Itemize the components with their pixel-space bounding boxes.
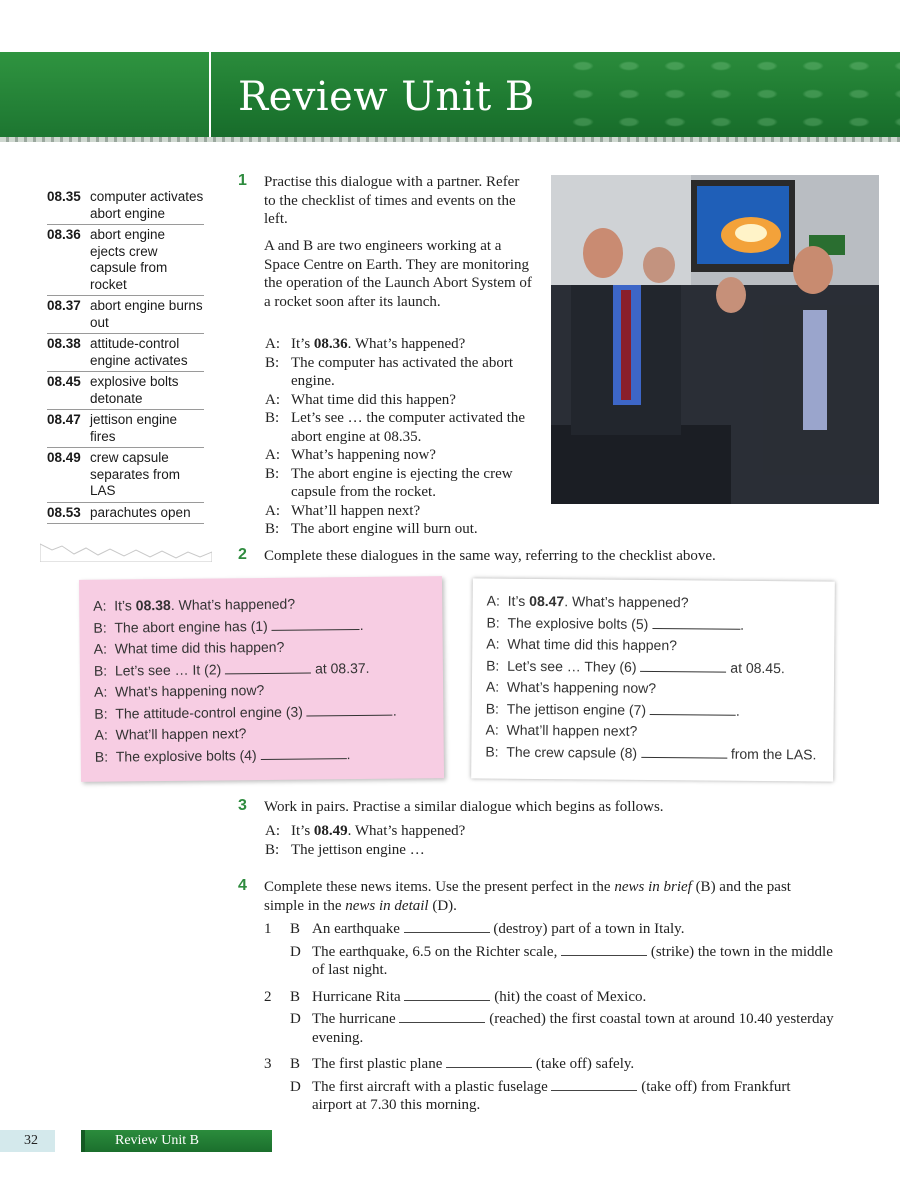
news-item-text bbox=[312, 1078, 834, 1115]
news-item-number: 2 bbox=[264, 988, 272, 1005]
news-item-text bbox=[312, 1010, 834, 1047]
dialogue-text-part: The jettison engine … bbox=[291, 841, 425, 858]
speaker-label: B: bbox=[265, 521, 280, 537]
checklist-event: abort engine burns out bbox=[90, 298, 203, 330]
banner-stripe bbox=[0, 137, 900, 142]
news-items-list bbox=[264, 920, 834, 1115]
instruction-part: (B) and the past simple in the bbox=[264, 879, 791, 914]
dialogue-text-part: . bbox=[392, 702, 397, 719]
dialogue-text bbox=[291, 502, 535, 521]
box-dialogue-text bbox=[115, 637, 285, 660]
exercise-2-instruction: Complete these dialogues in the same way, referring to the checklist above. bbox=[264, 548, 716, 564]
box-dialogue-line bbox=[485, 741, 833, 766]
dialogue-text-part: Let’s see … They (6) bbox=[507, 657, 641, 675]
box-dialogue-line bbox=[486, 698, 834, 723]
instruction-part: (D). bbox=[428, 897, 457, 914]
instruction-italic-brief: news in brief bbox=[614, 879, 692, 895]
speaker-label: A: bbox=[93, 597, 107, 614]
footer-unit-label bbox=[81, 1130, 272, 1152]
dialogue-line bbox=[265, 465, 535, 502]
checklist-event: abort engine ejects crew capsule from rocket bbox=[90, 227, 168, 292]
checklist-time: 08.37 bbox=[47, 298, 81, 313]
news-item-text bbox=[312, 988, 834, 1007]
speaker-label: A: bbox=[265, 447, 280, 463]
answer-blank[interactable] bbox=[641, 746, 727, 758]
unit-banner bbox=[0, 52, 900, 142]
dialogue-text-part: Let’s see … the computer activated the abort engine at 08.35. bbox=[291, 410, 526, 445]
dialogue-time: 08.49 bbox=[313, 823, 348, 839]
exercise-2-number: 2 bbox=[238, 546, 247, 563]
news-text-part: Hurricane Rita bbox=[312, 988, 405, 1005]
checklist-event: attitude-control engine activates bbox=[90, 336, 188, 368]
banner-texture bbox=[560, 52, 900, 142]
dialogue-line bbox=[265, 822, 565, 841]
news-item-letter: D bbox=[290, 1011, 301, 1027]
page-number: 32 bbox=[0, 1130, 55, 1152]
event-checklist bbox=[47, 187, 204, 524]
news-text-part: (destroy) part of a town in Italy. bbox=[489, 921, 685, 937]
dialogue-text-part: . What’s happened? bbox=[347, 336, 466, 352]
answer-blank[interactable] bbox=[404, 922, 490, 933]
checklist-row bbox=[47, 372, 204, 410]
news-item bbox=[264, 943, 834, 980]
speaker-label: A: bbox=[265, 336, 280, 352]
news-item bbox=[264, 1010, 834, 1047]
dialogue-text-part: What’ll happen next? bbox=[506, 721, 638, 739]
exercise-1-dialogue bbox=[265, 335, 535, 539]
answer-blank[interactable] bbox=[260, 748, 346, 760]
dialogue-text-part: What time did this happen? bbox=[291, 391, 456, 408]
speaker-label: A: bbox=[94, 683, 108, 700]
box-dialogue-line bbox=[486, 634, 834, 659]
checklist-row bbox=[47, 503, 204, 525]
dialogue-line bbox=[265, 446, 535, 465]
dialogue-text-part: What time did this happen? bbox=[114, 638, 285, 657]
answer-blank[interactable] bbox=[652, 617, 740, 629]
dialogue-text bbox=[291, 391, 535, 410]
dialogue-text-part: . bbox=[740, 616, 745, 633]
dialogue-time: 08.36 bbox=[313, 336, 348, 352]
page-title: Review Unit B bbox=[238, 74, 535, 120]
answer-blank[interactable] bbox=[650, 703, 736, 715]
checklist-row bbox=[47, 410, 204, 448]
dialogue-text-part: What’s happening now? bbox=[291, 447, 436, 463]
answer-blank[interactable] bbox=[561, 945, 647, 956]
checklist-event: jettison engine fires bbox=[90, 412, 178, 444]
dialogue-text-part: The abort engine has (1) bbox=[114, 617, 272, 636]
box-dialogue-text bbox=[114, 594, 295, 617]
news-text-part: (reached) the first coastal town at around 10.40 yesterday evening. bbox=[312, 1011, 834, 1046]
dialogue-line bbox=[265, 335, 535, 354]
speaker-label: A: bbox=[486, 635, 500, 652]
box-dialogue-text bbox=[506, 741, 816, 765]
exercise-4-number: 4 bbox=[238, 877, 247, 894]
dialogue-text bbox=[291, 409, 535, 446]
dialogue-line bbox=[265, 520, 535, 539]
speaker-label: B: bbox=[485, 700, 500, 717]
exercise-1-number: 1 bbox=[238, 172, 247, 189]
footer-label-text: Review Unit B bbox=[115, 1133, 199, 1148]
news-item-text bbox=[312, 943, 834, 980]
banner-left-block bbox=[0, 52, 211, 142]
speaker-label: A: bbox=[485, 678, 500, 695]
news-item-letter: B bbox=[290, 988, 301, 1005]
box-dialogue-line bbox=[94, 700, 443, 725]
answer-blank[interactable] bbox=[551, 1080, 637, 1091]
news-text-part: The first plastic plane bbox=[312, 1056, 447, 1072]
news-item-number: 3 bbox=[264, 1056, 272, 1072]
dialogue-text-part: The jettison engine (7) bbox=[506, 700, 651, 718]
box-dialogue-text bbox=[507, 655, 785, 679]
speaker-label: A: bbox=[265, 823, 280, 839]
box-dialogue-line bbox=[487, 591, 835, 616]
box-dialogue-text bbox=[507, 612, 744, 636]
footer-tick bbox=[81, 1130, 85, 1152]
speaker-label: A: bbox=[265, 391, 280, 408]
news-item bbox=[264, 1055, 834, 1074]
dialogue-text-part: The explosive bolts (4) bbox=[115, 746, 261, 765]
dialogue-text-part: Let’s see … It (2) bbox=[114, 660, 226, 679]
news-item-letter: D bbox=[290, 943, 301, 960]
checklist-time: 08.45 bbox=[47, 374, 81, 389]
box-dialogue-text bbox=[115, 680, 264, 703]
exercise-3-instruction: Work in pairs. Practise a similar dialogue which begins as follows. bbox=[264, 799, 664, 815]
speaker-label: B: bbox=[486, 657, 500, 674]
answer-blank[interactable] bbox=[272, 618, 360, 630]
dialogue-line bbox=[265, 354, 535, 391]
checklist-time: 08.47 bbox=[47, 412, 81, 427]
news-item-number bbox=[264, 1078, 290, 1115]
box-dialogue-text bbox=[114, 614, 363, 638]
checklist-time: 08.36 bbox=[47, 227, 81, 242]
dialogue-time: 08.47 bbox=[529, 592, 565, 610]
checklist-event: crew capsule separates from LAS bbox=[90, 450, 181, 498]
checklist-row bbox=[47, 296, 204, 334]
exercise-4-instruction bbox=[264, 878, 834, 915]
speaker-label: A: bbox=[94, 726, 108, 743]
news-text-part: An earthquake bbox=[312, 921, 404, 937]
answer-blank[interactable] bbox=[399, 1012, 485, 1023]
dialogue-text-part: The computer has activated the abort engine. bbox=[291, 354, 513, 389]
dialogue-text bbox=[291, 446, 535, 465]
news-item-text bbox=[312, 920, 834, 939]
speaker-label: B: bbox=[265, 841, 280, 858]
speaker-label: B: bbox=[93, 662, 108, 679]
dialogue-text-part: What’ll happen next? bbox=[115, 725, 247, 743]
dialogue-text-part: It’s bbox=[114, 597, 136, 614]
box-dialogue-text bbox=[115, 700, 397, 724]
box-dialogue-line bbox=[486, 655, 834, 680]
dialogue-text-part: It’s bbox=[291, 823, 314, 839]
checklist-event: parachutes open bbox=[90, 504, 191, 520]
dialogue-line bbox=[265, 502, 535, 521]
news-item-number: 1 bbox=[264, 921, 272, 937]
dialogue-text-part: . What’s happened? bbox=[347, 823, 466, 839]
news-item-number bbox=[264, 1010, 290, 1047]
box-dialogue-line bbox=[485, 720, 833, 745]
news-item bbox=[264, 1078, 834, 1115]
dialogue-text-part: . What’s happened? bbox=[170, 595, 296, 613]
dialogue-text-part: The attitude-control engine (3) bbox=[115, 703, 307, 722]
news-item-letter: B bbox=[290, 1056, 301, 1072]
box-dialogue-text bbox=[507, 634, 677, 657]
box-dialogue-text bbox=[508, 591, 689, 614]
answer-blank[interactable] bbox=[640, 660, 726, 672]
dialogue-text-part: . bbox=[346, 745, 351, 762]
torn-paper-edge bbox=[40, 540, 212, 562]
dialogue-text-part: . What’s happened? bbox=[564, 593, 689, 611]
box-dialogue-text bbox=[506, 720, 637, 743]
exercise-3-number: 3 bbox=[238, 797, 247, 814]
news-item-letter: B bbox=[290, 921, 301, 937]
dialogue-text-part: from the LAS. bbox=[726, 745, 817, 762]
dialogue-text-part: . bbox=[735, 702, 740, 719]
news-text-part: (strike) the town in the middle of last night. bbox=[312, 943, 833, 978]
dialogue-text bbox=[291, 520, 535, 539]
dialogue-text-part: The abort engine is ejecting the crew capsule from the rocket. bbox=[291, 465, 513, 500]
mission-control-photo bbox=[551, 175, 879, 504]
speaker-label: B: bbox=[94, 748, 109, 765]
dialogue-text-part: The explosive bolts (5) bbox=[507, 614, 653, 632]
instruction-italic-detail: news in detail bbox=[345, 897, 429, 914]
speaker-label: B: bbox=[265, 410, 280, 426]
news-item-letter: D bbox=[290, 1078, 301, 1095]
dialogue-line bbox=[265, 409, 535, 446]
dialogue-text bbox=[291, 841, 565, 860]
news-text-part: The first aircraft with a plastic fuselage bbox=[312, 1078, 552, 1095]
news-text-part: (hit) the coast of Mexico. bbox=[490, 988, 647, 1005]
checklist-row bbox=[47, 334, 204, 372]
dialogue-time: 08.38 bbox=[135, 596, 171, 614]
speaker-label: B: bbox=[265, 465, 280, 482]
dialogue-text-part: . bbox=[359, 616, 364, 633]
answer-blank[interactable] bbox=[225, 662, 311, 674]
dialogue-text-part: at 08.37. bbox=[311, 659, 370, 676]
dialogue-text-part: What’s happening now? bbox=[115, 681, 265, 700]
dialogue-text-part: It’s bbox=[507, 592, 530, 609]
checklist-event: computer activates abort engine bbox=[90, 189, 204, 221]
dialogue-text-part: The crew capsule (8) bbox=[506, 743, 642, 761]
news-text-part: The hurricane bbox=[312, 1011, 400, 1027]
box-dialogue-text bbox=[115, 723, 246, 746]
news-item bbox=[264, 920, 834, 939]
speaker-label: A: bbox=[265, 502, 280, 519]
dialogue-text-part: What’ll happen next? bbox=[291, 502, 421, 519]
dialogue-box-pink bbox=[79, 576, 444, 782]
speaker-label: A: bbox=[485, 721, 499, 738]
news-item-text bbox=[312, 1055, 834, 1074]
news-text-part: The earthquake, 6.5 on the Richter scale, bbox=[312, 943, 562, 960]
checklist-time: 08.35 bbox=[47, 189, 81, 204]
checklist-event: explosive bolts detonate bbox=[90, 374, 179, 406]
news-item-number bbox=[264, 943, 290, 980]
answer-blank[interactable] bbox=[307, 704, 393, 716]
dialogue-text-part: It’s bbox=[291, 336, 314, 352]
box-dialogue-line bbox=[95, 743, 444, 768]
speaker-label: B: bbox=[94, 705, 108, 722]
box-dialogue-text bbox=[116, 744, 351, 768]
dialogue-text-part: What’s happening now? bbox=[506, 678, 657, 697]
speaker-label: A: bbox=[93, 640, 107, 657]
box-dialogue-text bbox=[115, 657, 370, 681]
checklist-time: 08.38 bbox=[47, 336, 81, 351]
news-item bbox=[264, 988, 834, 1007]
exercise-1-intro: A and B are two engineers working at a Space Centre on Earth. They are monitoring the operation of the Launch Abort System of a rocket soon after its launch. bbox=[264, 238, 532, 310]
dialogue-text-part: at 08.45. bbox=[726, 659, 785, 676]
checklist-row bbox=[47, 187, 204, 225]
answer-blank[interactable] bbox=[446, 1057, 532, 1068]
speaker-label: B: bbox=[93, 619, 107, 636]
checklist-row bbox=[47, 448, 204, 503]
dialogue-box-white bbox=[471, 578, 835, 781]
exercise-1-instruction: Practise this dialogue with a partner. Refer to the checklist of times and events on the left. bbox=[264, 174, 520, 227]
checklist-row bbox=[47, 225, 204, 296]
checklist-time: 08.49 bbox=[47, 450, 81, 465]
news-text-part: (take off) from Frankfurt airport at 7.30 this morning. bbox=[312, 1078, 791, 1113]
box-dialogue-text bbox=[507, 698, 740, 722]
speaker-label: B: bbox=[486, 614, 500, 631]
dialogue-text bbox=[291, 335, 535, 354]
box-dialogue-line bbox=[486, 677, 834, 702]
exercise-3-dialogue bbox=[265, 822, 565, 859]
dialogue-text bbox=[291, 822, 565, 841]
box-dialogue-line bbox=[486, 612, 834, 637]
dialogue-text-part: What time did this happen? bbox=[507, 635, 678, 654]
dialogue-line bbox=[265, 391, 535, 410]
box-dialogue-text bbox=[507, 677, 656, 700]
speaker-label: B: bbox=[485, 743, 499, 760]
instruction-part: Complete these news items. Use the present perfect in the bbox=[264, 879, 615, 895]
answer-blank[interactable] bbox=[404, 990, 490, 1001]
checklist-time: 08.53 bbox=[47, 504, 81, 520]
dialogue-text-part: The abort engine will burn out. bbox=[291, 521, 478, 537]
dialogue-line bbox=[265, 841, 565, 860]
dialogue-text bbox=[291, 354, 535, 391]
news-text-part: (take off) safely. bbox=[532, 1056, 635, 1072]
dialogue-text bbox=[291, 465, 535, 502]
speaker-label: A: bbox=[486, 592, 500, 609]
speaker-label: B: bbox=[265, 354, 280, 371]
